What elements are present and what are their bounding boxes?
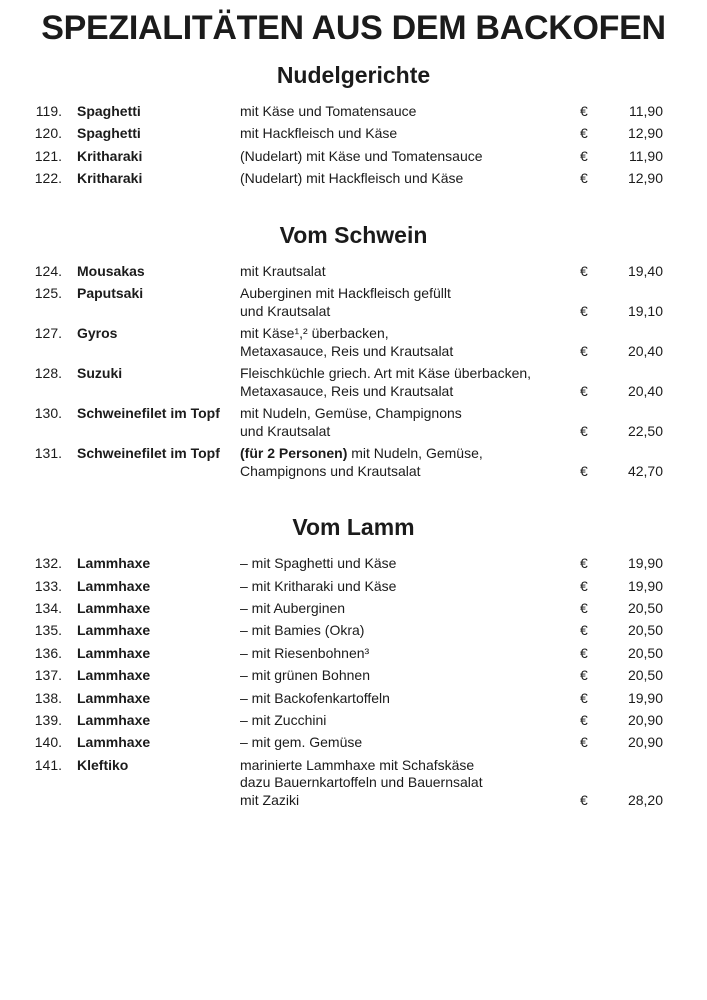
menu-section (0, 62, 707, 188)
item-desc-line: – mit grünen Bohnen (240, 667, 370, 684)
item-desc-line: mit Krautsalat (240, 262, 326, 279)
item-number: 125. (34, 285, 62, 302)
item-number: 133. (34, 577, 62, 594)
euro-symbol: € (580, 622, 588, 639)
item-number: 132. (34, 555, 62, 572)
item-name: Paputsaki (77, 285, 144, 302)
menu-item-row (0, 285, 707, 320)
item-desc-bold-segment: (für 2 Personen) (240, 445, 348, 462)
item-price: 19,10 (627, 302, 663, 319)
item-desc-line: und Krautsalat (240, 302, 331, 319)
item-number: 127. (34, 325, 62, 342)
item-price: 19,90 (627, 577, 663, 594)
menu-item-row (0, 600, 707, 618)
item-price: 42,70 (627, 462, 663, 479)
menu-item-row (0, 712, 707, 730)
menu-item-row (0, 622, 707, 640)
menu-item-row (0, 103, 707, 121)
item-desc-line: Metaxasauce, Reis und Krautsalat (240, 382, 454, 399)
menu-section (0, 514, 707, 809)
item-description (240, 365, 580, 400)
item-description (240, 645, 580, 663)
item-desc-line: – mit gem. Gemüse (240, 734, 363, 751)
item-desc-line: Auberginen mit Hackfleisch gefüllt (240, 285, 451, 302)
item-description (240, 734, 580, 752)
euro-symbol: € (580, 147, 588, 164)
item-description (240, 103, 580, 121)
item-description (240, 445, 580, 480)
euro-symbol: € (580, 555, 588, 572)
menu-item-row (0, 645, 707, 663)
item-name: Lammhaxe (77, 600, 151, 617)
item-price: 11,90 (629, 103, 663, 119)
item-price: 22,50 (627, 422, 663, 439)
item-desc-line: – mit Backofenkartoffeln (240, 689, 390, 706)
item-desc-line: mit Nudeln, Gemüse, Champignons (240, 405, 462, 422)
euro-symbol: € (580, 644, 588, 661)
euro-symbol: € (580, 342, 588, 359)
item-number: 140. (34, 734, 62, 751)
euro-symbol: € (580, 600, 588, 617)
menu-item-row (0, 125, 707, 143)
item-price: 20,90 (627, 734, 663, 751)
item-price: 20,50 (627, 600, 663, 617)
item-number: 130. (34, 405, 62, 422)
menu-item-row (0, 555, 707, 573)
menu-section (0, 222, 707, 481)
item-desc-line: marinierte Lammhaxe mit Schafskäse (240, 756, 475, 773)
item-description (240, 555, 580, 573)
section-heading: Vom Lamm (292, 514, 415, 541)
item-desc-line: Fleischküchle griech. Art mit Käse überbacken, (240, 365, 532, 382)
item-description (240, 148, 580, 166)
item-name: Lammhaxe (77, 667, 151, 684)
menu-item-row (0, 405, 707, 440)
item-desc-line: mit Hackfleisch und Käse (240, 125, 398, 142)
item-name: Lammhaxe (77, 622, 151, 639)
euro-symbol: € (580, 125, 588, 142)
item-price: 28,20 (627, 791, 663, 808)
item-name: Lammhaxe (77, 734, 151, 751)
item-price: 20,40 (627, 342, 663, 359)
item-name: Spaghetti (77, 103, 141, 119)
menu-rows (0, 263, 707, 481)
euro-symbol: € (580, 734, 588, 751)
item-name: Lammhaxe (77, 555, 151, 572)
item-number: 137. (34, 667, 62, 684)
page-title: SPEZIALITÄTEN AUS DEM BACKOFEN (41, 9, 666, 47)
menu-item-row (0, 667, 707, 685)
item-desc-text-segment: mit Nudeln, Gemüse, (347, 445, 483, 462)
item-name: Lammhaxe (77, 712, 151, 729)
item-price: 12,90 (627, 170, 663, 187)
section-heading: Vom Schwein (279, 221, 428, 248)
menu-item-row (0, 757, 707, 810)
item-description (240, 622, 580, 640)
item-description (240, 285, 580, 320)
item-description (240, 578, 580, 596)
item-desc-line: mit Käse¹,² überbacken, (240, 325, 389, 342)
euro-symbol: € (580, 689, 588, 706)
item-price: 20,50 (627, 622, 663, 639)
item-desc-line: und Krautsalat (240, 422, 331, 439)
menu-sections (0, 62, 707, 810)
euro-symbol: € (580, 791, 588, 808)
menu-item-row (0, 578, 707, 596)
item-desc-line (240, 445, 580, 463)
menu-item-row (0, 365, 707, 400)
menu-rows (0, 555, 707, 809)
menu-item-row (0, 325, 707, 360)
euro-symbol: € (580, 382, 588, 399)
euro-symbol: € (580, 302, 588, 319)
item-price: 19,90 (627, 689, 663, 706)
item-description (240, 263, 580, 281)
menu-item-row (0, 734, 707, 752)
item-description (240, 170, 580, 188)
item-description (240, 690, 580, 708)
item-price: 20,90 (627, 712, 663, 729)
item-name: Kritharaki (77, 147, 143, 164)
item-number: 135. (34, 622, 62, 639)
item-description (240, 712, 580, 730)
item-name: Kleftiko (77, 756, 129, 773)
item-desc-line: dazu Bauernkartoffeln und Bauernsalat (240, 774, 483, 791)
item-name: Lammhaxe (77, 644, 151, 661)
item-name: Lammhaxe (77, 577, 151, 594)
menu-item-row (0, 445, 707, 480)
item-price: 19,40 (627, 262, 663, 279)
item-price: 11,90 (629, 147, 663, 164)
item-desc-line: (Nudelart) mit Hackfleisch und Käse (240, 170, 464, 187)
item-number: 141. (34, 756, 62, 773)
item-description (240, 757, 580, 810)
item-number: 119. (35, 103, 62, 119)
item-name: Suzuki (77, 365, 123, 382)
euro-symbol: € (580, 422, 588, 439)
item-number: 134. (34, 600, 62, 617)
item-description (240, 405, 580, 440)
item-number: 121. (34, 147, 62, 164)
euro-symbol: € (580, 577, 588, 594)
item-number: 136. (34, 644, 62, 661)
euro-symbol: € (580, 170, 588, 187)
item-name: Schweinefilet im Topf (77, 405, 220, 422)
euro-symbol: € (580, 262, 588, 279)
menu-item-row (0, 148, 707, 166)
item-number: 128. (34, 365, 62, 382)
item-number: 139. (34, 712, 62, 729)
euro-symbol: € (580, 667, 588, 684)
item-desc-line: – mit Riesenbohnen³ (240, 644, 370, 661)
item-number: 131. (34, 445, 62, 462)
menu-item-row (0, 170, 707, 188)
item-desc-line: – mit Auberginen (240, 600, 346, 617)
item-number: 138. (34, 689, 62, 706)
section-heading: Nudelgerichte (276, 62, 431, 88)
item-price: 19,90 (627, 555, 663, 572)
item-desc-line: – mit Kritharaki und Käse (240, 577, 397, 594)
menu-item-row (0, 263, 707, 281)
item-desc-line: Champignons und Krautsalat (240, 462, 421, 479)
euro-symbol: € (580, 712, 588, 729)
item-name: Spaghetti (77, 125, 141, 142)
item-desc-line: – mit Bamies (Okra) (240, 622, 365, 639)
item-price: 20,40 (627, 382, 663, 399)
item-name: Mousakas (77, 262, 145, 279)
euro-symbol: € (580, 462, 588, 479)
item-description (240, 125, 580, 143)
item-price: 20,50 (627, 644, 663, 661)
menu-item-row (0, 690, 707, 708)
euro-symbol: € (580, 103, 588, 119)
item-description (240, 600, 580, 618)
item-desc-line: – mit Spaghetti und Käse (240, 555, 397, 572)
item-name: Gyros (77, 325, 118, 342)
item-name: Schweinefilet im Topf (77, 445, 220, 462)
item-desc-line: (Nudelart) mit Käse und Tomatensauce (240, 147, 483, 164)
menu-rows (0, 103, 707, 188)
item-number: 122. (34, 170, 62, 187)
item-name: Lammhaxe (77, 689, 151, 706)
item-desc-line: mit Zaziki (240, 791, 300, 808)
item-name: Kritharaki (77, 170, 143, 187)
item-number: 120. (34, 125, 62, 142)
item-desc-line: Metaxasauce, Reis und Krautsalat (240, 342, 454, 359)
item-desc-line: mit Käse und Tomatensauce (240, 103, 417, 119)
item-number: 124. (34, 262, 62, 279)
item-price: 12,90 (627, 125, 663, 142)
item-description (240, 325, 580, 360)
item-description (240, 667, 580, 685)
item-price: 20,50 (627, 667, 663, 684)
item-desc-line: – mit Zucchini (240, 712, 327, 729)
